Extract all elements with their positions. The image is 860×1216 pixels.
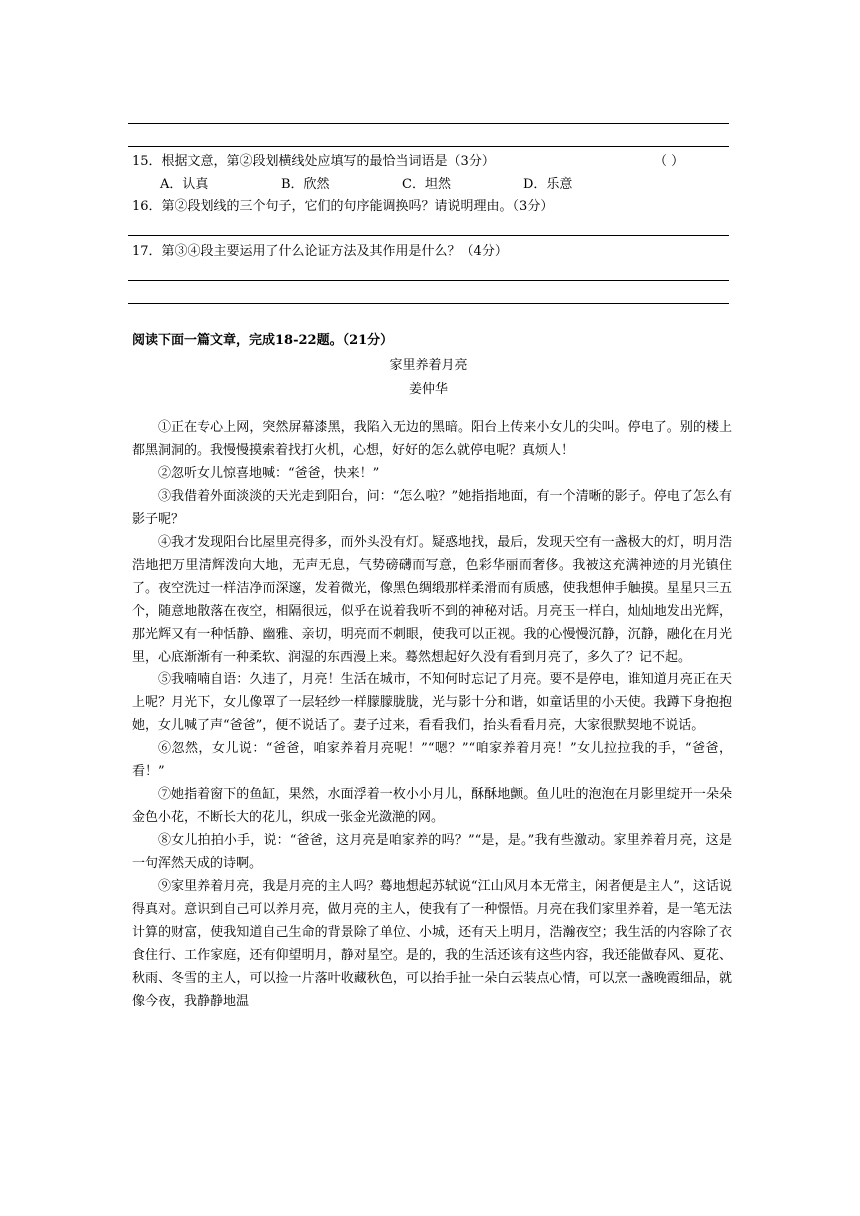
paragraph-7: ⑦她指着窗下的鱼缸，果然，水面浮着一枚小小月儿，酥酥地颤。鱼儿吐的泡泡在月影里绽开一朵朵金色小花，不断长大的花儿，织成一张金光潋滟的网。	[132, 787, 732, 826]
question-15-stem: 15．根据文意，第②段划横线处应填写的最恰当词语是（3分）	[132, 154, 495, 169]
article-title: 家里养着月亮	[389, 358, 468, 373]
reading-instruction: 阅读下面一篇文章，完成18-22题。（21分）	[132, 333, 394, 348]
option-d: D．乐意	[523, 177, 573, 192]
answer-line-3	[128, 235, 729, 236]
article-body	[132, 417, 732, 1014]
option-c: C．坦然	[402, 177, 451, 192]
paragraph-8: ⑧女儿拍拍小手，说：“爸爸，这月亮是咱家养的吗？”“是，是。”我有些激动。家里养着月亮，这是一句浑然天成的诗啊。	[132, 833, 732, 872]
question-15-answer-paren: （ ）	[654, 154, 685, 169]
paragraph-9: ⑨家里养着月亮，我是月亮的主人吗？蓦地想起苏轼说“江山风月本无常主，闲者便是主人”，这话说得真对。意识到自己可以养月亮，做月亮的主人，使我有了一种憬悟。月亮在我们家里养着，是一笔无法计算的财富，使我知道自己生命的背景除了单位、小城，还有天上明月，浩瀚夜空；我生活的内容除了衣食住行、工作家庭，还有仰望明月，静对星空。是的，我的生活还该有这些内容，我还能做春风、夏花、秋雨、冬雪的主人，可以捡一片落叶收藏秋色，可以抬手扯一朵白云装点心情，可以烹一盏晚霞细品，就像今夜，我静静地温	[132, 879, 732, 1009]
question-17-stem: 17．第③④段主要运用了什么论证方法及其作用是什么？（4分）	[132, 244, 508, 259]
paragraph-1: ①正在专心上网，突然屏幕漆黑，我陷入无边的黑暗。阳台上传来小女儿的尖叫。停电了。别的楼上都黑洞洞的。我慢慢摸索着找打火机，心想，好好的怎么就停电呢？真烦人！	[132, 420, 732, 458]
answer-line-2	[128, 146, 729, 147]
option-a: A．认真	[160, 177, 209, 192]
paragraph-2: ②忽听女儿惊喜地喊：“爸爸，快来！”	[158, 465, 380, 481]
answer-line-1	[128, 123, 729, 124]
answer-line-4	[128, 280, 729, 281]
question-16-stem: 16．第②段划线的三个句子，它们的句序能调换吗？请说明理由。（3分）	[132, 199, 554, 214]
paragraph-3: ③我借着外面淡淡的天光走到阳台，问：“怎么啦？”她指指地面，有一个清晰的影子。停电了怎么有影子呢？	[132, 488, 732, 527]
answer-line-5	[128, 303, 729, 304]
paragraph-4: ④我才发现阳台比屋里亮得多，而外头没有灯。疑惑地找，最后，发现天空有一盏极大的灯，明月浩浩地把万里清辉泼向大地，无声无息，气势磅礴而写意，色彩华丽而奢侈。我被这充满神迹的月光镇住了。夜空洗过一样洁净而深邃，发着微光，像黑色绸缎那样柔滑而有质感，使我想伸手触摸。星星只三五个，随意地散落在夜空，相隔很远，似乎在说着我听不到的神秘对话。月亮玉一样白，灿灿地发出光辉，那光辉又有一种恬静、幽雅、亲切，明亮而不刺眼，使我可以正视。我的心慢慢沉静，沉静，融化在月光里，心底渐渐有一种柔软、润湿的东西漫上来。蓦然想起好久没有看到月亮了，多久了？记不起。	[132, 534, 732, 665]
paragraph-5: ⑤我喃喃自语：久违了，月亮！生活在城市，不知何时忘记了月亮。要不是停电，谁知道月亮正在天上呢？月光下，女儿像罩了一层轻纱一样朦朦胧胧，光与影十分和谐，如童话里的小天使。我蹲下身抱抱她，女儿喊了声“爸爸”，便不说话了。妻子过来，看看我们，抬头看看月亮，大家很默契地不说话。	[132, 672, 732, 734]
article-author: 姜仲华	[408, 382, 448, 397]
paragraph-6: ⑥忽然，女儿说：“爸爸，咱家养着月亮呢！”“嗯？”“咱家养着月亮！”女儿拉拉我的手，“爸爸，看！”	[132, 741, 732, 780]
option-b: B．欣然	[281, 177, 330, 192]
